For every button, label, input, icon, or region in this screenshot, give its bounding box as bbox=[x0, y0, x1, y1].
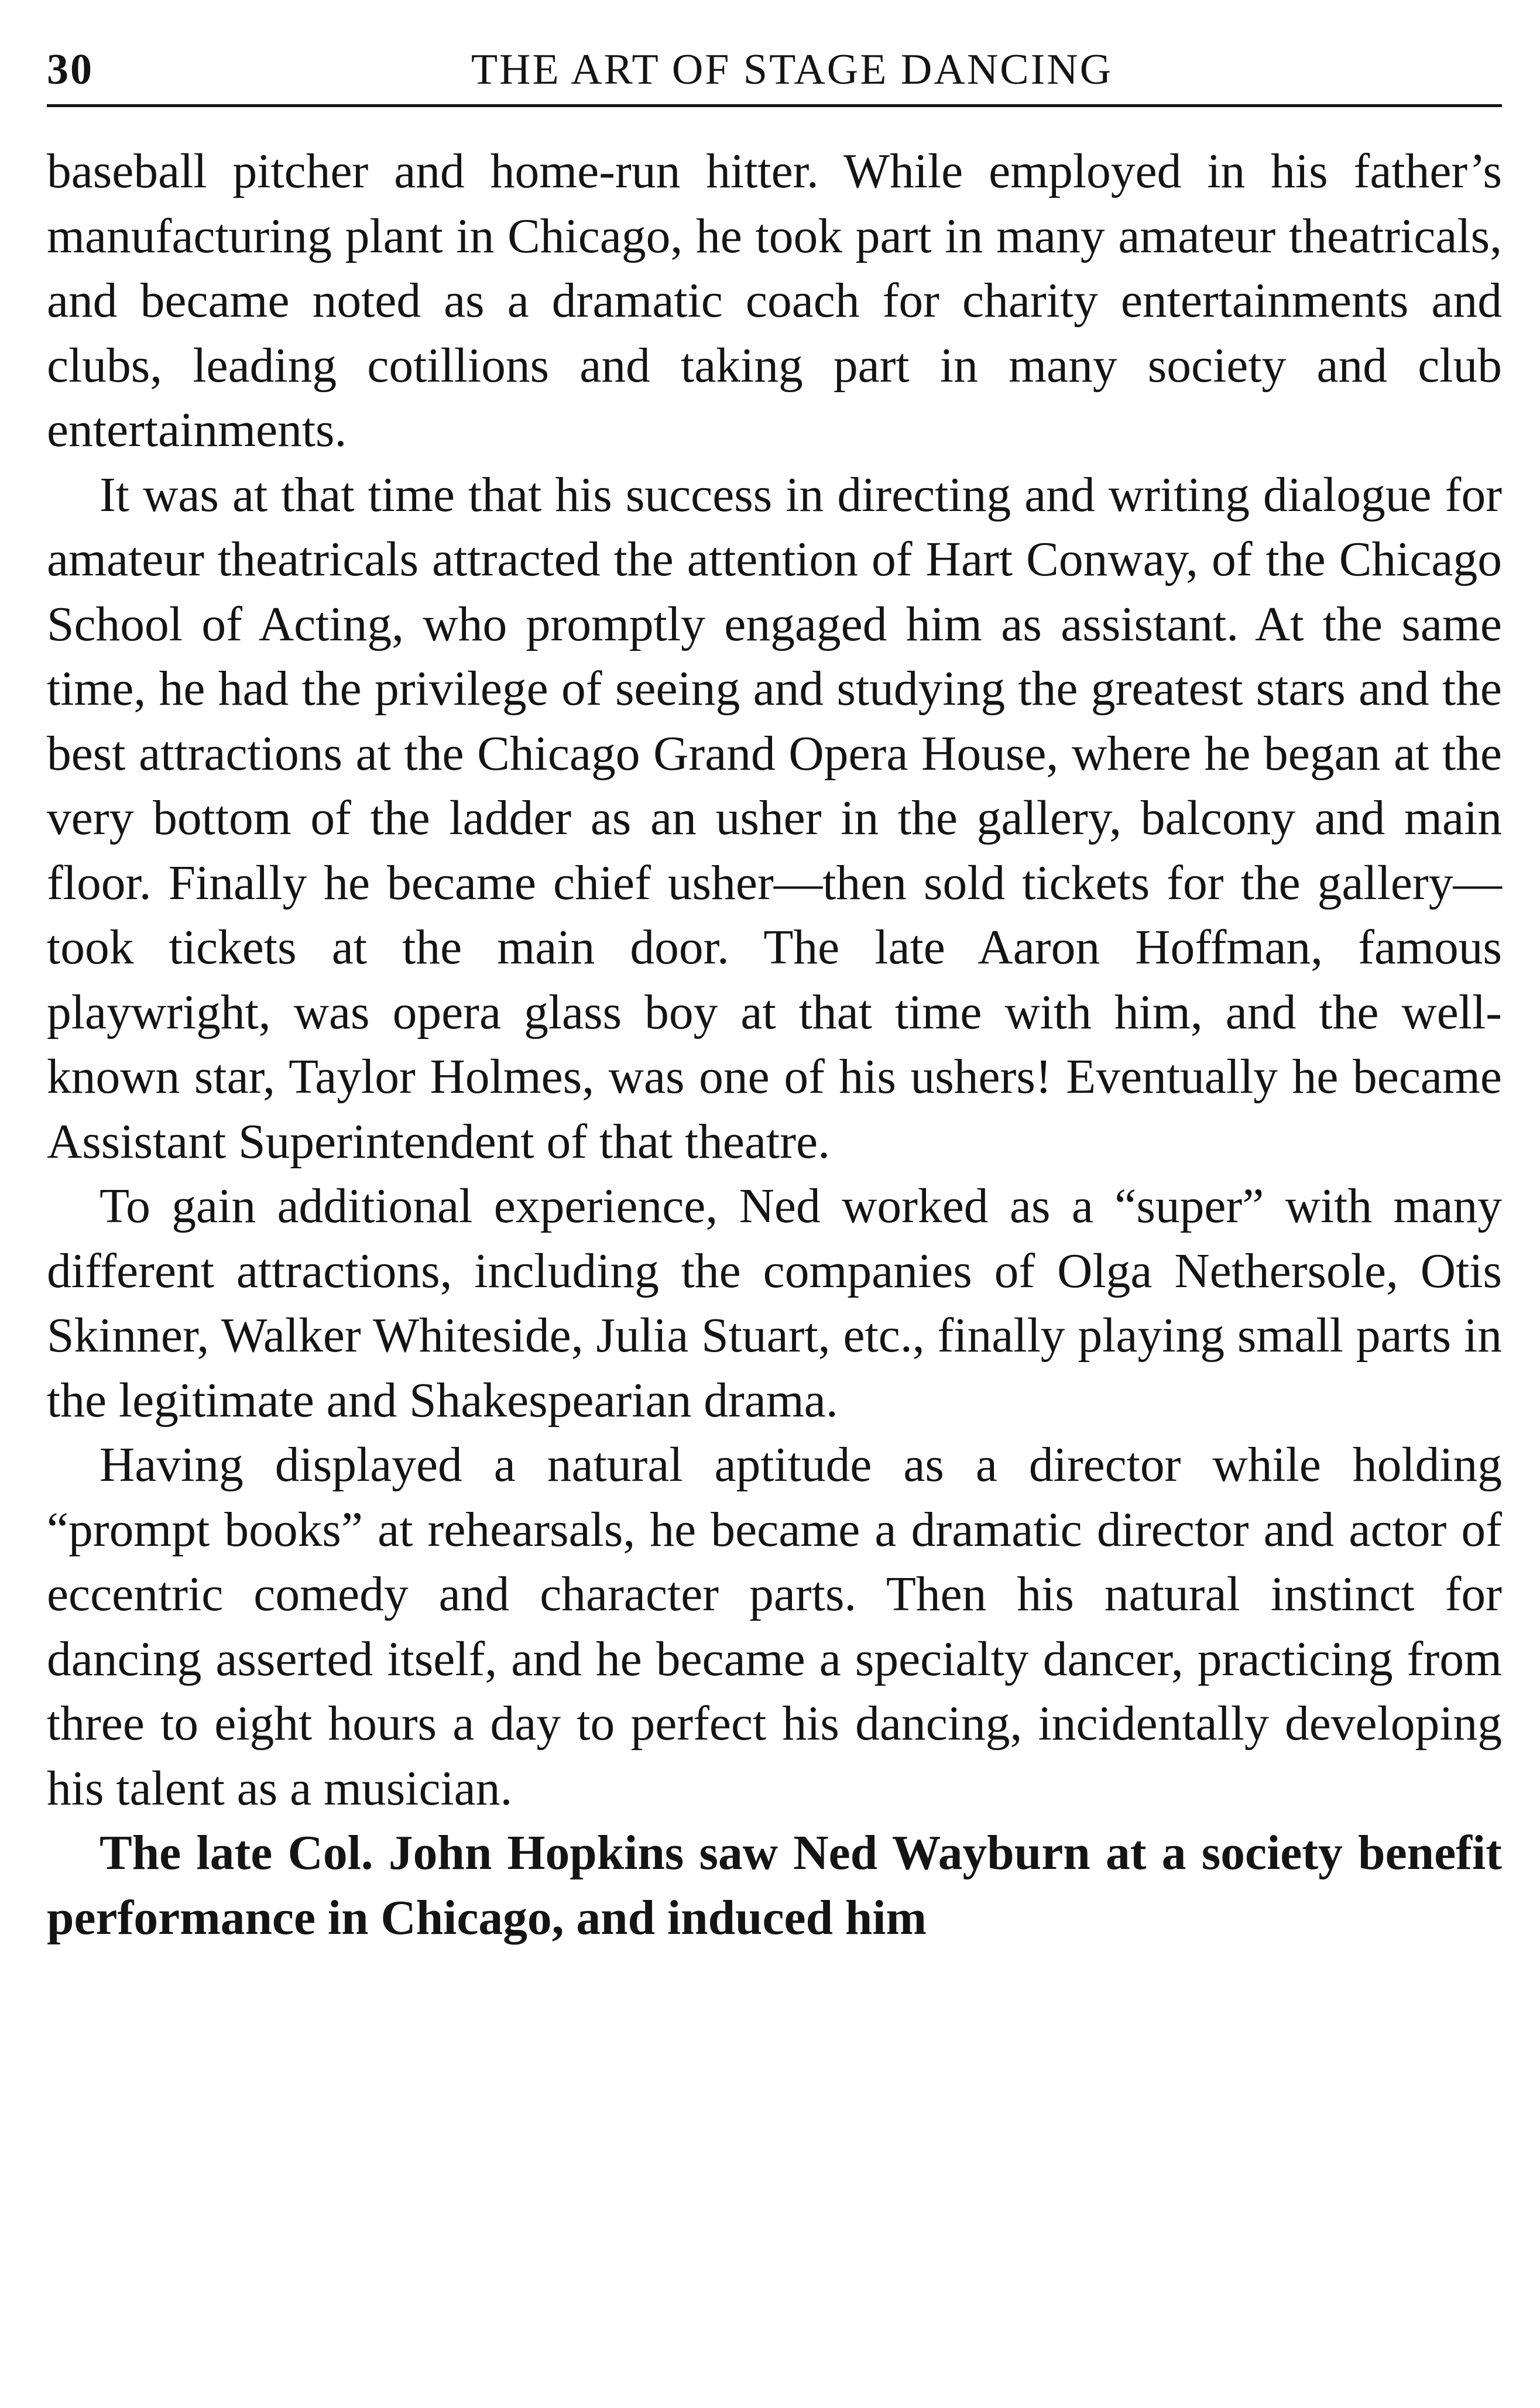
paragraph-hopkins: The late Col. John Hopkins saw Ned Wayburn at a society benefit performance in Chicago, and induced him bbox=[47, 1826, 1502, 1945]
paragraph-super: To gain additional experience, Ned worked as a “super” with many different attractions, including the companies of Olga Nethersole, Otis Skinner, Walker Whiteside, Julia Stuart, etc., finally playing small parts in the legitimate and Shakespearian drama. bbox=[47, 1179, 1502, 1428]
paragraph-director: Having displayed a natural aptitude as a director while holding “prompt books” at rehearsals, he became a dramatic director and actor of eccentric comedy and character parts. Then his natural instinct for dancing asserted itself, and he became a specialty dancer, practicing from three to eight hours a day to perfect his dancing, incidentally developing his talent as a musician. bbox=[47, 1438, 1502, 1816]
book-page bbox=[47, 35, 1502, 2371]
running-title: THE ART OF STAGE DANCING bbox=[471, 46, 1113, 94]
running-header bbox=[47, 35, 1502, 107]
page-number: 30 bbox=[47, 46, 94, 94]
paragraph-hart-conway: It was at that time that his success in directing and writing dialogue for amateur theatricals attracted the attention of Hart Conway, of the Chicago School of Acting, who promptly engaged him as assistant. At the same time, he had the privilege of seeing and studying the greatest stars and the best attractions at the Chicago Grand Opera House, where he began at the very bottom of the ladder as an usher in the gallery, balcony and main floor. Finally he became chief usher—then sold tickets for the gallery—took tickets at the main door. The late Aaron Hoffman, famous playwright, was opera glass boy at that time with him, and the well-known star, Taylor Holmes, was one of his ushers! Eventually he became Assistant Superintendent of that theatre. bbox=[47, 468, 1502, 1169]
paragraph-continuation: baseball pitcher and home-run hitter. While employed in his father’s manufacturing plant in Chicago, he took part in many amateur theatricals, and became noted as a dramatic coach for charity entertainments and clubs, leading cotillions and taking part in many society and club entertainments. bbox=[47, 145, 1502, 457]
body-text bbox=[47, 139, 1502, 1950]
